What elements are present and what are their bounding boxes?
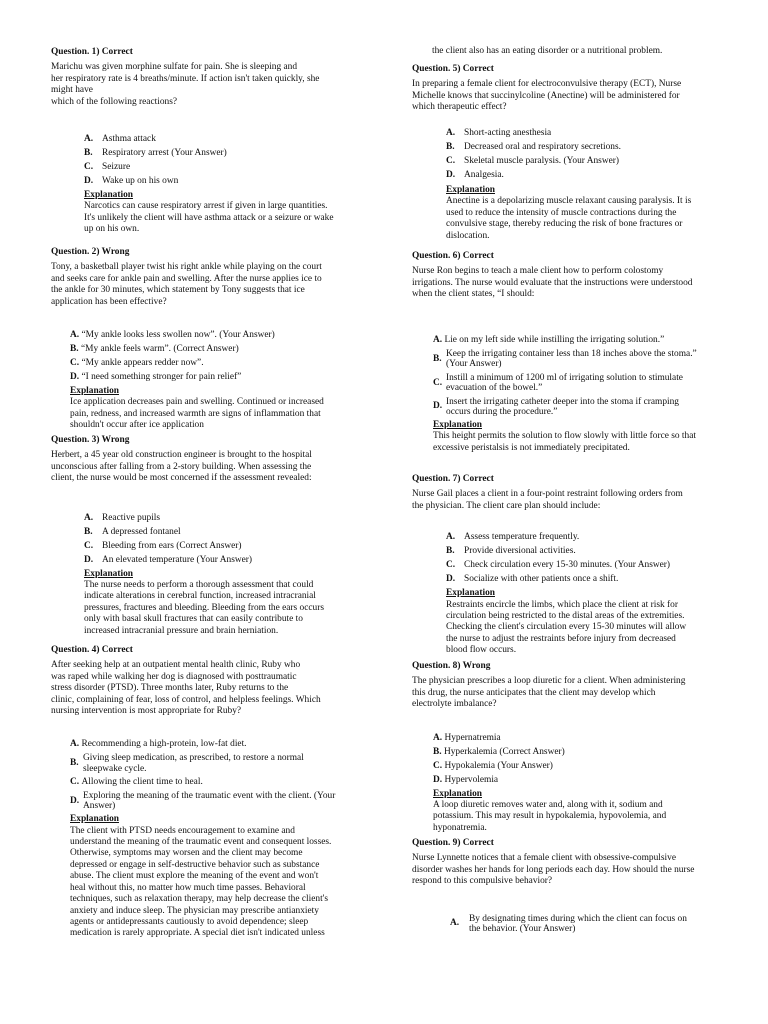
answer-option[interactable]: B. Provide diversional activities. xyxy=(446,546,576,557)
answer-option[interactable]: A. Asthma attack xyxy=(84,134,156,145)
question-stem: Nurse Ron begins to teach a male client how to perform colostomy irrigations. The nurse would evaluate that the instructions were understood when the client states, “I should: xyxy=(412,266,693,300)
question-title: Question. 1) Correct xyxy=(51,47,133,57)
answer-option[interactable]: D. An elevated temperature (Your Answer) xyxy=(84,554,253,565)
question-stem: Nurse Gail places a client in a four-point restraint following orders from the physician. The client care plan should include: xyxy=(412,489,683,511)
answer-option[interactable]: D. Analgesia. xyxy=(446,169,504,180)
explanation-heading: Explanation xyxy=(84,190,133,201)
answer-option[interactable]: C. Hypokalemia (Your Answer) xyxy=(433,760,553,771)
explanation: Explanation Restraints encircle the limbs, which place the client at risk for circulation being restricted to the distal areas of the extremities. Checking the client's circulation every 15-30 minutes will allow the nurse to adjust the restraints before injury from decreased blood flow occurs. xyxy=(446,588,742,656)
answer-option[interactable]: C. Seizure xyxy=(84,162,131,173)
question-6 xyxy=(412,251,742,454)
question-title: Question. 4) Correct xyxy=(51,645,133,655)
answer-option[interactable]: A. Hypernatremia xyxy=(433,732,501,743)
explanation-heading: Explanation xyxy=(446,588,495,599)
question-4-continuation xyxy=(432,46,762,57)
explanation-heading: Explanation xyxy=(433,420,482,431)
explanation: Explanation The client with PTSD needs encouragement to examine and understand the meaning of the traumatic event and consequent losses. Otherwise, symptoms may worsen and the client may become depressed or engage in self-destructive behavior such as substance abuse. The client must explore the meaning of the event and won't heal without this, no matter how much time passes. Behavioral techniques, such as relaxation therapy, may help decrease the client's anxiety and induce sleep. The physician may prescribe antianxiety agents or antidepressants cautiously to avoid dependence; sleep medication is rarely appropriate. A special diet isn't indicated unless xyxy=(70,814,376,939)
answer-option[interactable]: C. Bleeding from ears (Correct Answer) xyxy=(84,540,242,551)
question-stem: In preparing a female client for electroconvulsive therapy (ECT), Nurse Michelle knows that succinylcoline (Anectine) will be administered for which therapeutic effect? xyxy=(412,79,682,113)
answer-option[interactable]: A. By designating times during which the client can focus on the behavior. (Your Answer) xyxy=(450,913,687,935)
question-stem: The physician prescribes a loop diuretic for a client. When administering this drug, the nurse anticipates that the client may develop which electrolyte imbalance? xyxy=(412,676,686,710)
question-title: Question. 2) Wrong xyxy=(51,247,130,257)
question-stem: Herbert, a 45 year old construction engineer is brought to the hospital unconscious after falling from a 2-story building. When assessing the client, the nurse would be most concerned if the assessment revealed: xyxy=(51,450,312,484)
answer-option[interactable]: C. Check circulation every 15-30 minutes. (Your Answer) xyxy=(446,560,671,571)
question-title: Question. 7) Correct xyxy=(412,474,494,484)
answer-option[interactable]: A. Reactive pupils xyxy=(84,512,161,523)
answer-options xyxy=(70,330,376,383)
explanation-heading: Explanation xyxy=(70,386,119,397)
question-stem: Nurse Lynnette notices that a female client with obsessive-compulsive disorder washes her hands for long periods each day. How should the nurse respond to this compulsive behavior? xyxy=(412,853,695,887)
explanation-continuation: the client also has an eating disorder or a nutritional problem. xyxy=(432,46,663,56)
answer-option[interactable]: B. Respiratory arrest (Your Answer) xyxy=(84,148,227,159)
answer-options xyxy=(446,128,742,181)
answer-option[interactable]: D. Wake up on his own xyxy=(84,176,179,187)
answer-option[interactable]: B. “My ankle feels warm”. (Correct Answer) xyxy=(70,344,239,355)
question-stem: Tony, a basketball player twist his right ankle while playing on the court and seeks care for ankle pain and swelling. After the nurse applies ice to the ankle for 30 minutes, which statement by Tony suggests that ice application has been effective? xyxy=(51,262,322,307)
answer-option[interactable]: B. Giving sleep medication, as prescribed, to restore a normal sleepwake cycle. xyxy=(70,753,304,774)
explanation: Explanation A loop diuretic removes water and, along with it, sodium and potassium. This may result in hypokalemia, hypovolemia, and hyponatremia. xyxy=(433,789,742,835)
explanation-heading: Explanation xyxy=(446,185,495,196)
answer-option[interactable]: A. Lie on my left side while instilling the irrigating solution.” xyxy=(433,334,665,345)
answer-options xyxy=(433,335,742,418)
answer-option[interactable]: A. Short-acting anesthesia xyxy=(446,127,552,138)
explanation: Explanation Narcotics can cause respiratory arrest if given in large quantities. It's unlikely the client will have asthma attack or a seizure or wake up on his own. xyxy=(84,190,376,236)
answer-options xyxy=(446,532,742,585)
question-7 xyxy=(412,474,742,657)
answer-option[interactable]: A. Recommending a high-protein, low-fat diet. xyxy=(70,739,247,750)
answer-option[interactable]: C. Allowing the client time to heal. xyxy=(70,776,203,787)
question-2 xyxy=(51,247,376,432)
question-4 xyxy=(51,645,376,940)
explanation: Explanation This height permits the solution to flow slowly with little force so that excessive peristalsis is not immediately precipitated. xyxy=(433,420,742,454)
answer-option[interactable]: D. Exploring the meaning of the traumatic event with the client. (Your Answer) xyxy=(70,790,336,812)
answer-options xyxy=(450,914,742,935)
answer-option[interactable]: A. Assess temperature frequently. xyxy=(446,532,580,543)
explanation-heading: Explanation xyxy=(70,814,119,825)
question-1 xyxy=(51,47,376,236)
answer-option[interactable]: D. Insert the irrigating catheter deeper into the stoma if cramping occurs during the procedure.” xyxy=(433,396,679,418)
answer-option[interactable]: A. “My ankle looks less swollen now”. (Your Answer) xyxy=(70,330,275,341)
explanation-heading: Explanation xyxy=(433,788,482,799)
explanation: Explanation The nurse needs to perform a thorough assessment that could indicate alterations in cerebral function, increased intracranial pressures, fractures and bleeding. Bleeding from the ears occurs only with basal skull fractures that can easily contribute to increased intracranial pressure and brain herniation. xyxy=(84,569,376,637)
answer-option[interactable]: B. Hyperkalemia (Correct Answer) xyxy=(433,746,565,757)
question-3 xyxy=(51,435,376,637)
answer-option[interactable]: C. Skeletal muscle paralysis. (Your Answer) xyxy=(446,155,620,166)
answer-options xyxy=(70,739,376,811)
question-title: Question. 8) Wrong xyxy=(412,661,491,671)
answer-option[interactable]: B. A depressed fontanel xyxy=(84,526,181,537)
question-title: Question. 9) Correct xyxy=(412,838,494,848)
answer-option[interactable]: C. “My ankle appears redder now”. xyxy=(70,358,204,369)
question-9 xyxy=(412,838,742,937)
question-stem: Marichu was given morphine sulfate for pain. She is sleeping and her respiratory rate is 4 breaths/minute. If action isn't taken quickly, she might have which of the following reactions? xyxy=(51,62,320,107)
question-title: Question. 6) Correct xyxy=(412,251,494,261)
answer-option[interactable]: D. Hypervolemia xyxy=(433,774,499,785)
question-title: Question. 5) Correct xyxy=(412,64,494,74)
explanation: Explanation Anectine is a depolarizing muscle relaxant causing paralysis. It is used to reduce the intensity of muscle contractions during the convulsive stage, thereby reducing the risk of bone fractures or dislocation. xyxy=(446,185,742,242)
answer-options xyxy=(433,733,742,786)
question-8 xyxy=(412,661,742,834)
answer-option[interactable]: D. “I need something stronger for pain relief” xyxy=(70,372,242,383)
answer-options xyxy=(84,513,376,566)
answer-option[interactable]: C. Instill a minimum of 1200 ml of irrigating solution to stimulate evacuation of the bowel.” xyxy=(433,372,683,394)
answer-options xyxy=(84,134,376,187)
question-5 xyxy=(412,64,742,242)
answer-option[interactable]: B. Keep the irrigating container less than 18 inches above the stoma.” (Your Answer) xyxy=(433,349,697,370)
explanation-heading: Explanation xyxy=(84,568,133,579)
explanation: Explanation Ice application decreases pain and swelling. Continued or increased pain, redness, and increased warmth are signs of inflammation that shouldn't occur after ice application xyxy=(70,386,376,432)
question-stem: After seeking help at an outpatient mental health clinic, Ruby who was raped while walking her dog is diagnosed with posttraumatic stress disorder (PTSD). Three months later, Ruby returns to the clinic, complaining of fear, loss of control, and helpless feelings. Which nursing intervention is most appropriate for Ruby? xyxy=(51,660,321,717)
answer-option[interactable]: B. Decreased oral and respiratory secretions. xyxy=(446,141,621,152)
answer-option[interactable]: D. Socialize with other patients once a shift. xyxy=(446,574,619,585)
question-title: Question. 3) Wrong xyxy=(51,435,130,445)
